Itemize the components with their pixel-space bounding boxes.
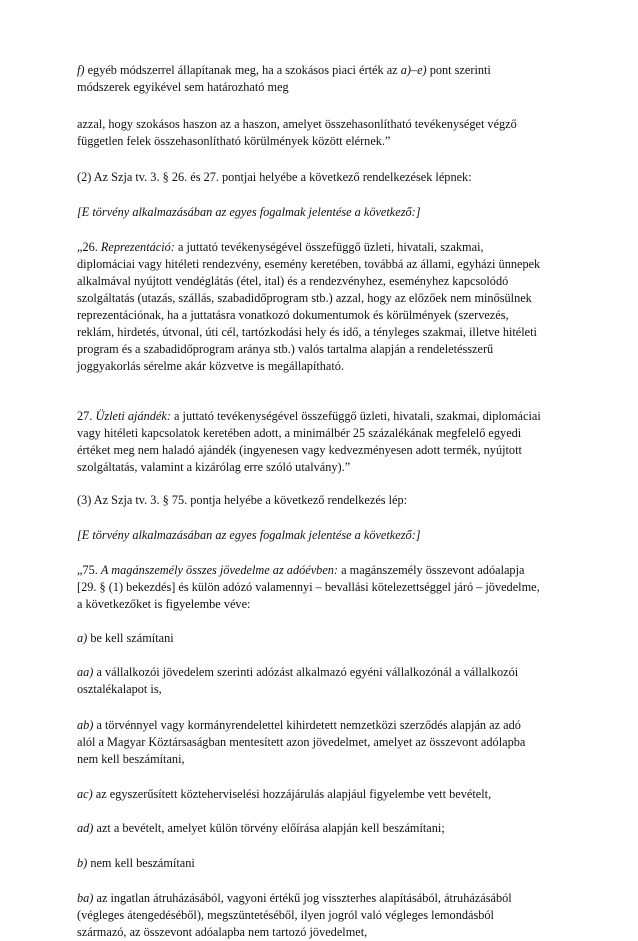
text-line <box>77 907 512 924</box>
paragraph <box>77 204 421 221</box>
text-run: (3) Az Szja tv. 3. § 75. pontja helyébe a következő rendelkezés lép: <box>77 493 408 507</box>
text-run: a magánszemély összevont adóalapja <box>338 563 525 577</box>
text-run: független felek összehasonlítható körülmények között elérnek.” <box>77 134 391 148</box>
paragraph <box>77 717 525 768</box>
text-run: származó, az összevont adóalapba nem tartozó jövedelmet, <box>77 925 368 939</box>
text-run: vagy hitéleti kapcsolatok keretében adott, a minimálbér 25 százalékának megfelelő egyedi <box>77 426 522 440</box>
italic-text: Reprezentáció: <box>100 240 175 254</box>
text-line <box>77 62 491 79</box>
text-run: „26. <box>77 240 101 254</box>
text-line <box>77 169 472 186</box>
text-run: szolgáltatás (utazás, szállás, szabadidőprogram stb.) azzal, hogy az előzőek nem minősülnek <box>77 291 532 305</box>
paragraph <box>77 169 472 186</box>
paragraph <box>77 855 195 872</box>
text-line <box>77 290 540 307</box>
text-run: joggyakorlás sérelme akár közvetve is megállapítható. <box>77 359 345 373</box>
text-run: (végleges átengedéséből), megszüntetéséből, ilyen jogról való végleges lemondásból <box>77 908 494 922</box>
paragraph <box>77 664 518 698</box>
italic-text: b) <box>77 856 88 870</box>
paragraph <box>77 492 407 509</box>
italic-text: ab) <box>77 718 94 732</box>
paragraph <box>77 116 517 150</box>
text-line <box>77 341 540 358</box>
paragraph <box>77 239 540 375</box>
italic-text: ad) <box>77 821 94 835</box>
paragraph <box>77 527 421 544</box>
text-line <box>77 307 540 324</box>
text-run: a törvénnyel vagy kormányrendelettel kihirdetett nemzetközi szerződés alapján az adó <box>93 718 521 732</box>
text-line <box>77 492 407 509</box>
text-line <box>77 459 541 476</box>
italic-text: ac) <box>77 787 93 801</box>
italic-text: f) <box>77 63 85 77</box>
text-line <box>77 855 195 872</box>
text-line <box>77 442 541 459</box>
text-line <box>77 734 525 751</box>
text-run: azzal, hogy szokásos haszon az a haszon, amelyet összehasonlítható tevékenységet végző <box>77 117 517 131</box>
paragraph <box>77 820 445 837</box>
text-line <box>77 664 518 681</box>
text-run: be kell számítani <box>87 631 174 645</box>
italic-text: a) <box>77 631 88 645</box>
text-run: a juttató tevékenységével összefüggő üzleti, hivatali, szakmai, diplomáciai <box>170 409 541 423</box>
text-run: „75. <box>77 563 101 577</box>
text-line <box>77 204 421 221</box>
text-run: reklám, hirdetés, útvonal, úti cél, tartózkodási hely és idő, a tényleges szakmai, illetve hitéleti <box>77 325 537 339</box>
text-line <box>77 358 540 375</box>
text-line <box>77 408 541 425</box>
text-run: módszerek egyikével sem határozható meg <box>77 80 289 94</box>
text-run: nem kell beszámítani, <box>77 752 185 766</box>
paragraph <box>77 630 174 647</box>
text-line <box>77 256 540 273</box>
text-line <box>77 133 517 150</box>
text-run: program és a szabadidőprogram aránya stb.) valós tartalma alapján a rendeletésszerű <box>77 342 494 356</box>
text-run: diplomáciai vagy hitéleti rendezvény, esemény keretében, továbbá az állami, egyházi ünnepek <box>77 257 541 271</box>
text-run: alól a Magyar Köztársaságban mentesített azon jövedelmet, amelyet az összevont adólapba <box>77 735 526 749</box>
text-run: alkalmával nyújtott vendéglátás (étel, ital) és a rendezvényhez, eseményhez kapcsolódó <box>77 274 509 288</box>
text-line <box>77 425 541 442</box>
text-line <box>77 890 512 907</box>
italic-text: Üzleti ajándék: <box>95 409 171 423</box>
text-run: pont szerinti <box>426 63 491 77</box>
paragraph <box>77 562 540 613</box>
paragraph <box>77 62 491 96</box>
italic-text: A magánszemély összes jövedelme az adóévben: <box>100 563 339 577</box>
text-line <box>77 751 525 768</box>
text-run: azt a bevételt, amelyet külön törvény előírása alapján kell beszámítani; <box>93 821 445 835</box>
text-run: [29. § (1) bekezdés] és külön adózó valamennyi – bevallási kötelezettséggel járó – jövedelme, <box>77 580 540 594</box>
text-line <box>77 79 491 96</box>
italic-text: [E törvény alkalmazásában az egyes fogalmak jelentése a következő:] <box>77 205 421 219</box>
text-run: a következőket is figyelembe véve: <box>77 597 251 611</box>
text-run: a juttató tevékenységével összefüggő üzleti, hivatali, szakmai, <box>174 240 484 254</box>
text-line <box>77 717 525 734</box>
text-run: értéket meg nem haladó ajándék (ingyenesen vagy kedvezményesen adott termék, nyújtott <box>77 443 522 457</box>
text-line <box>77 786 491 803</box>
text-run: (2) Az Szja tv. 3. § 26. és 27. pontjai helyébe a következő rendelkezések lépnek: <box>77 170 472 184</box>
text-run: az ingatlan átruházásából, vagyoni értékű jog visszterhes alapításából, átruházásából <box>93 891 512 905</box>
italic-text: aa) <box>77 665 94 679</box>
text-run: szolgáltatás, valamint a kizárólag erre szóló utalvány).” <box>77 460 351 474</box>
italic-text: a)–e) <box>400 63 427 77</box>
text-line <box>77 579 540 596</box>
text-line <box>77 681 518 698</box>
paragraph <box>77 786 491 803</box>
text-line <box>77 820 445 837</box>
text-run: reprezentációnak, ha a juttatásra vonatkozó dokumentumok és körülmények (szervezés, <box>77 308 509 322</box>
paragraph <box>77 408 541 476</box>
italic-text: [E törvény alkalmazásában az egyes fogalmak jelentése a következő:] <box>77 528 421 542</box>
text-line <box>77 324 540 341</box>
text-run: 27. <box>77 409 96 423</box>
text-line <box>77 116 517 133</box>
text-run: az egyszerűsített közteherviselési hozzájárulás alapjául figyelembe vett bevételt, <box>92 787 492 801</box>
text-line <box>77 596 540 613</box>
paragraph <box>77 890 512 941</box>
text-line <box>77 273 540 290</box>
text-line <box>77 924 512 941</box>
text-line <box>77 239 540 256</box>
text-line <box>77 630 174 647</box>
text-run: egyéb módszerrel állapítanak meg, ha a szokásos piaci érték az <box>84 63 401 77</box>
text-line <box>77 562 540 579</box>
text-run: nem kell beszámítani <box>87 856 195 870</box>
italic-text: ba) <box>77 891 94 905</box>
text-run: a vállalkozói jövedelem szerinti adózást alkalmazó egyéni vállalkozónál a vállalkozói <box>93 665 519 679</box>
text-line <box>77 527 421 544</box>
text-run: osztalékalapot is, <box>77 682 162 696</box>
